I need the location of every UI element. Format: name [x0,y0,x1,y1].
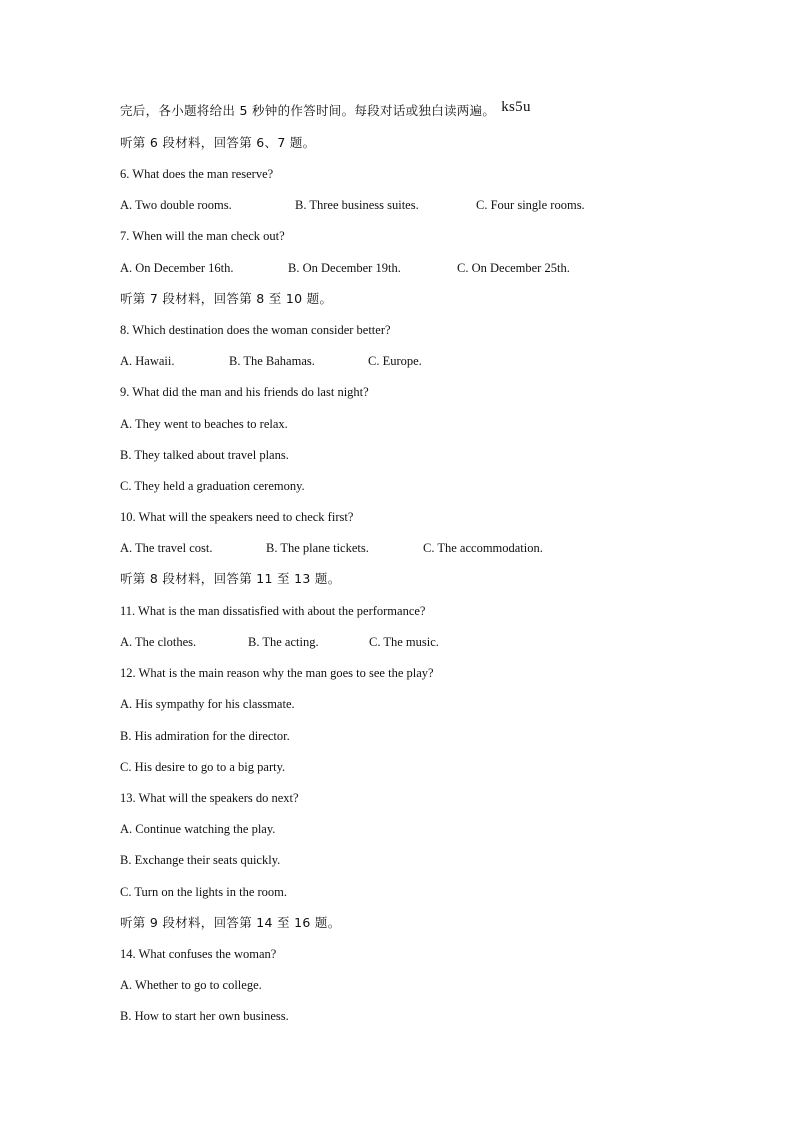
question-8-stem: 8. Which destination does the woman consider better? [120,323,391,337]
question-9-option-c: C. They held a graduation ceremony. [120,479,305,493]
intro-text: 完后，各小题将给出 5 秒钟的作答时间。每段对话或独白读两遍。 [120,103,496,118]
question-9-option-a: A. They went to beaches to relax. [120,417,288,431]
option-b: B. The plane tickets. [266,541,369,555]
section-9-heading: 听第 9 段材料，回答第 14 至 16 题。 [120,915,341,930]
question-12-option-b: B. His admiration for the director. [120,729,290,743]
intro-line [120,99,531,119]
question-12-option-a: A. His sympathy for his classmate. [120,697,295,711]
option-c: C. Four single rooms. [476,198,585,212]
option-c: C. The accommodation. [423,541,543,555]
question-14-option-a: A. Whether to go to college. [120,978,262,992]
option-c: C. Europe. [368,354,422,368]
question-14-stem: 14. What confuses the woman? [120,947,277,961]
question-12-option-c: C. His desire to go to a big party. [120,760,286,774]
question-13-stem: 13. What will the speakers do next? [120,791,299,805]
option-a: A. The clothes. [120,635,197,649]
option-a: A. Two double rooms. [120,198,232,212]
question-13-option-c: C. Turn on the lights in the room. [120,885,288,899]
option-a: A. Hawaii. [120,354,175,368]
question-7-stem: 7. When will the man check out? [120,229,285,243]
option-b: B. The Bahamas. [229,354,315,368]
question-13-option-a: A. Continue watching the play. [120,822,276,836]
section-7-heading: 听第 7 段材料，回答第 8 至 10 题。 [120,291,333,306]
question-7-options [120,260,680,276]
question-6-stem: 6. What does the man reserve? [120,167,274,181]
question-9-option-b: B. They talked about travel plans. [120,448,289,462]
question-11-stem: 11. What is the man dissatisfied with about the performance? [120,604,426,618]
question-14-option-b: B. How to start her own business. [120,1009,289,1023]
section-6-heading: 听第 6 段材料，回答第 6、7 题。 [120,135,316,150]
question-6-options [120,197,680,213]
option-b: B. On December 19th. [288,261,401,275]
watermark: ks5u [501,99,531,115]
option-a: A. The travel cost. [120,541,213,555]
question-10-options [120,540,680,556]
question-11-options [120,634,680,650]
question-12-stem: 12. What is the main reason why the man goes to see the play? [120,666,434,680]
question-9-stem: 9. What did the man and his friends do last night? [120,385,369,399]
option-b: B. The acting. [248,635,319,649]
option-c: C. The music. [369,635,439,649]
question-10-stem: 10. What will the speakers need to check first? [120,510,354,524]
question-13-option-b: B. Exchange their seats quickly. [120,853,281,867]
option-b: B. Three business suites. [295,198,419,212]
option-a: A. On December 16th. [120,261,234,275]
option-c: C. On December 25th. [457,261,570,275]
question-8-options [120,353,680,369]
section-8-heading: 听第 8 段材料，回答第 11 至 13 题。 [120,571,341,586]
